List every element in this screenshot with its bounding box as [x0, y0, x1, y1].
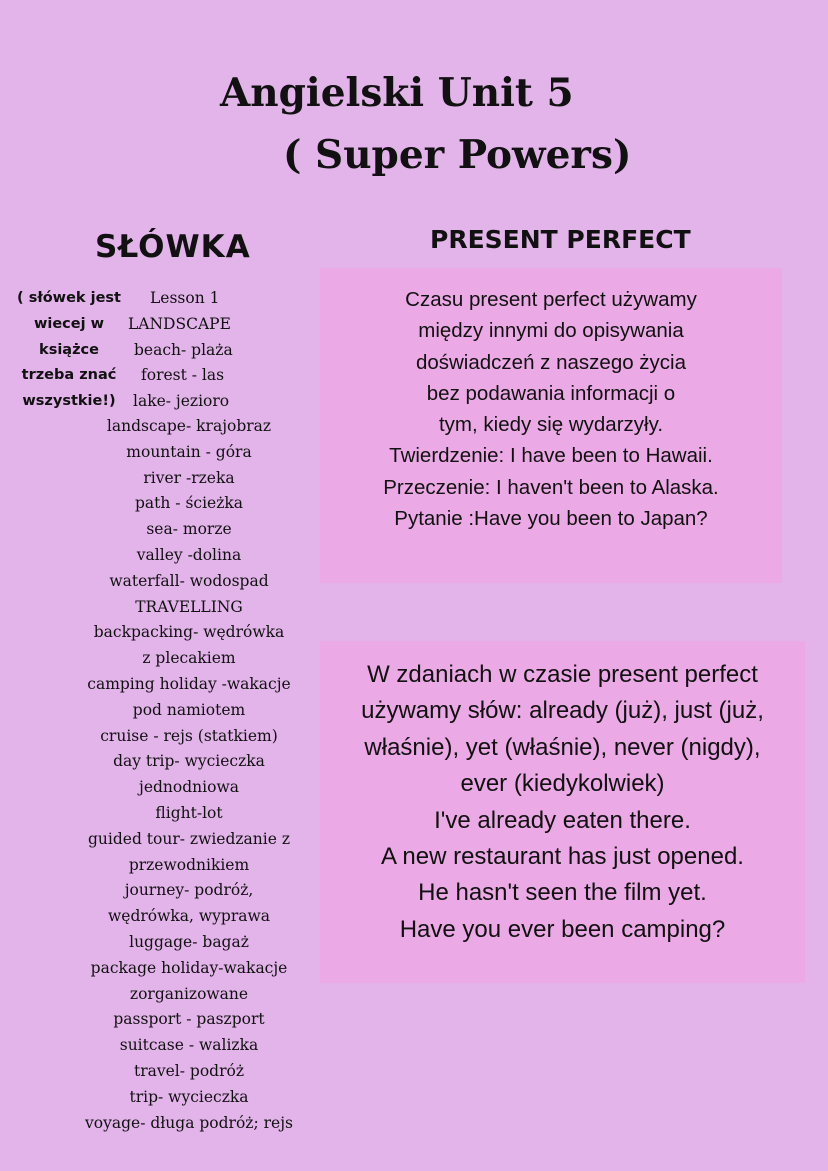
vocab-item: zorganizowane [129, 984, 249, 1003]
usage-line: między innymi do opisywania [418, 319, 684, 343]
note-line: wszystkie!) [22, 393, 116, 410]
vocab-item: pod namiotem [132, 700, 246, 719]
vocab-item: forest - las [141, 366, 225, 385]
vocab-item: passport - paszport [113, 1010, 265, 1029]
note-line: wiecej w [33, 315, 105, 332]
present-perfect-heading: PRESENT PERFECT [430, 225, 691, 254]
vocabulary-heading: SŁÓWKA [95, 229, 251, 265]
vocab-item: path - ścieżka [134, 494, 244, 513]
vocabulary-list [60, 414, 318, 1136]
vocabulary-list-top [128, 286, 258, 415]
usage-line: Czasu present perfect używamy [405, 288, 697, 311]
example-sentence: I've already eaten there. [434, 806, 691, 834]
vocab-item: journey- podróż, [124, 881, 254, 900]
vocab-item: trip- wycieczka [129, 1087, 249, 1106]
time-words-line: używamy słów: already (już), just (już, [361, 697, 764, 725]
vocab-item: voyage- długa podróż; rejs [85, 1113, 293, 1132]
usage-line: tym, kiedy się wydarzyły. [438, 413, 664, 437]
time-words-line: W zdaniach w czasie present perfect [367, 661, 758, 688]
usage-line: bez podawania informacji o [426, 381, 676, 405]
vocab-item: travel- podróż [133, 1061, 244, 1080]
vocab-item: backpacking- wędrówka [93, 623, 285, 642]
time-words-box [320, 641, 805, 983]
vocab-item: beach- plaża [134, 340, 233, 359]
note-line: trzeba znać [21, 367, 117, 384]
vocab-item: luggage- bagaż [129, 932, 249, 951]
vocab-item: camping holiday -wakacje [87, 674, 291, 693]
example-sentence: A new restaurant has just opened. [381, 843, 744, 871]
note-line: książce [39, 341, 99, 358]
vocab-item: valley -dolina [136, 545, 242, 564]
negative-example: Przeczenie: I haven't been to Alaska. [383, 475, 719, 499]
example-sentence: Have you ever been camping? [399, 915, 726, 943]
category-landscape: LANDSCAPE [128, 314, 231, 333]
time-words-line: właśnie), yet (właśnie), never (nigdy), [364, 733, 761, 761]
vocab-item: mountain - góra [126, 442, 252, 461]
affirmative-example: Twierdzenie: I have been to Hawaii. [389, 444, 713, 468]
present-perfect-usage-box [320, 268, 782, 583]
vocab-item: cruise - rejs (statkiem) [100, 726, 278, 745]
usage-line: doświadczeń z naszego życia [415, 350, 687, 374]
vocab-item: waterfall- wodospad [109, 571, 269, 590]
category-travelling: TRAVELLING [135, 597, 243, 616]
vocab-item: lake- jezioro [133, 392, 230, 411]
vocab-item: sea- morze [146, 520, 232, 539]
vocab-item: day trip- wycieczka [113, 752, 265, 771]
time-words-line: ever (kiedykolwiek) [460, 770, 665, 798]
vocabulary-note [8, 286, 130, 415]
vocab-item: flight-lot [155, 803, 223, 822]
note-line: ( słówek jest [17, 290, 121, 306]
question-example: Pytanie :Have you been to Japan? [394, 507, 708, 531]
lesson-label: Lesson 1 [150, 289, 220, 307]
page-title: Angielski Unit 5 [220, 70, 574, 116]
vocab-item: z plecakiem [142, 649, 236, 668]
vocab-item: przewodnikiem [128, 855, 250, 874]
vocab-item: jednodniowa [139, 778, 239, 797]
vocab-item: guided tour- zwiedzanie z [87, 829, 291, 848]
vocab-item: wędrówka, wyprawa [108, 907, 270, 926]
vocab-item: package holiday-wakacje [90, 958, 288, 977]
vocab-item: suitcase - walizka [119, 1036, 259, 1055]
example-sentence: He hasn't seen the film yet. [418, 879, 707, 907]
vocab-item: river -rzeka [143, 468, 235, 487]
page-subtitle: ( Super Powers) [283, 132, 632, 178]
vocab-item: landscape- krajobraz [106, 417, 272, 435]
